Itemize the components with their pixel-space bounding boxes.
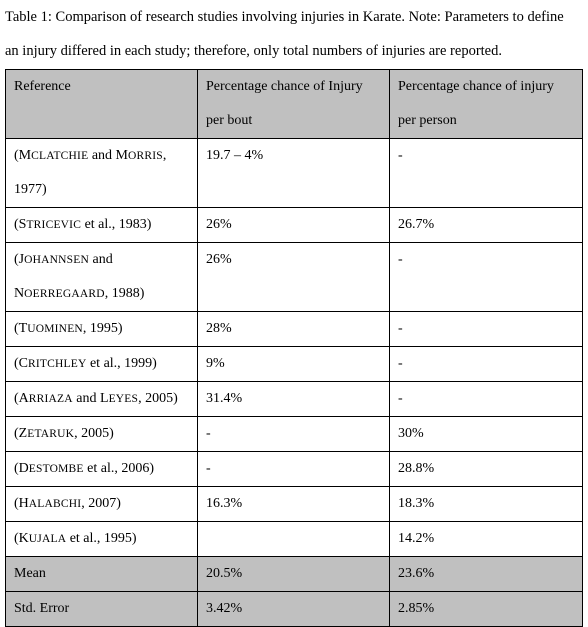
reference-text-part: , 2005) — [74, 426, 114, 441]
reference-text-part: RITCHLEY — [28, 358, 87, 370]
per-person-cell: 26.7% — [390, 208, 583, 243]
reference-text-part: ORRIS — [127, 150, 163, 162]
reference-text-part: (A — [14, 391, 29, 406]
per-person-cell: - — [390, 139, 583, 208]
per-bout-cell: 19.7 – 4% — [198, 139, 390, 208]
table-row — [6, 417, 583, 452]
reference-text-part: , 2005) — [138, 391, 178, 406]
reference-text-part: TRICEVIC — [26, 219, 82, 231]
table-row — [6, 487, 583, 522]
header-per-person: Percentage chance of injury per person — [390, 70, 583, 139]
per-person-cell: 30% — [390, 417, 583, 452]
reference-cell — [6, 347, 198, 382]
summary-person-cell: 23.6% — [390, 557, 583, 592]
per-bout-cell: 26% — [198, 243, 390, 312]
reference-text-part: ETARUK — [27, 428, 75, 440]
per-person-cell: 14.2% — [390, 522, 583, 557]
table-row — [6, 312, 583, 347]
reference-text-part: (T — [14, 321, 28, 336]
reference-text-part: OHANNSEN — [24, 254, 89, 266]
reference-text-part: (S — [14, 217, 27, 232]
reference-cell — [6, 522, 198, 557]
table-caption — [5, 0, 585, 68]
reference-text-part: (D — [14, 461, 29, 476]
reference-cell — [6, 243, 198, 312]
reference-text-part: (Z — [14, 426, 28, 441]
table-row — [6, 243, 583, 312]
reference-cell — [6, 312, 198, 347]
reference-text-part: (K — [14, 531, 29, 546]
per-bout-cell: 28% — [198, 312, 390, 347]
summary-bout-cell: 20.5% — [198, 557, 390, 592]
std-error-row — [6, 592, 583, 627]
per-bout-cell: 31.4% — [198, 382, 390, 417]
injury-table — [5, 69, 583, 627]
table-row — [6, 347, 583, 382]
reference-text-part: CLATCHIE — [31, 150, 89, 162]
reference-text-part: et al., 1999) — [86, 356, 157, 371]
per-bout-cell: 26% — [198, 208, 390, 243]
reference-text-part: RRIAZA — [28, 393, 73, 405]
reference-cell — [6, 487, 198, 522]
reference-text-part: (M — [14, 148, 32, 163]
table-row — [6, 208, 583, 243]
reference-cell — [6, 139, 198, 208]
reference-text-part: ALABCHI — [28, 498, 82, 510]
reference-text-part: EYES — [108, 393, 139, 405]
reference-text-part: OERREGAARD — [24, 288, 105, 300]
summary-bout-cell: 3.42% — [198, 592, 390, 627]
reference-text-part: (H — [14, 496, 29, 511]
reference-text-part: , 1988) — [104, 286, 145, 301]
per-person-cell: - — [390, 312, 583, 347]
reference-text-part: , 1977) — [14, 148, 167, 197]
per-bout-cell: - — [198, 452, 390, 487]
per-bout-cell: - — [198, 417, 390, 452]
per-person-cell: 18.3% — [390, 487, 583, 522]
table-row — [6, 139, 583, 208]
reference-text-part: ESTOMBE — [28, 463, 84, 475]
reference-text-part: and N — [14, 252, 113, 301]
per-person-cell: - — [390, 347, 583, 382]
per-person-cell: - — [390, 243, 583, 312]
reference-text-part: , 1995) — [82, 321, 123, 336]
per-person-cell: 28.8% — [390, 452, 583, 487]
caption-line-2: an injury differed in each study; therefore, only total numbers of injuries are reported. — [5, 43, 502, 59]
per-bout-cell — [198, 522, 390, 557]
mean-row — [6, 557, 583, 592]
header-reference: Reference — [6, 70, 198, 139]
reference-text-part: et al., 2006) — [83, 461, 155, 476]
per-bout-cell: 9% — [198, 347, 390, 382]
reference-text-part: (J — [14, 252, 25, 267]
reference-text-part: UJALA — [28, 533, 67, 545]
header-per-bout: Percentage chance of Injury per bout — [198, 70, 390, 139]
reference-text-part: , 2007) — [81, 496, 121, 511]
reference-text-part: and M — [88, 148, 128, 163]
caption-line-1: Table 1: Comparison of research studies involving injuries in Karate. Note: Parameters to define — [5, 9, 564, 25]
reference-cell — [6, 208, 198, 243]
reference-cell — [6, 452, 198, 487]
per-person-cell: - — [390, 382, 583, 417]
table-row — [6, 452, 583, 487]
reference-cell — [6, 382, 198, 417]
reference-text-part: et al., 1983) — [81, 217, 152, 232]
reference-cell — [6, 417, 198, 452]
reference-text-part: UOMINEN — [27, 323, 83, 335]
summary-label-cell: Std. Error — [6, 592, 198, 627]
summary-person-cell: 2.85% — [390, 592, 583, 627]
reference-text-part: (C — [14, 356, 28, 371]
table-row — [6, 382, 583, 417]
summary-label-cell: Mean — [6, 557, 198, 592]
reference-text-part: and L — [72, 391, 109, 406]
table-header-row — [6, 70, 583, 139]
per-bout-cell: 16.3% — [198, 487, 390, 522]
reference-text-part: et al., 1995) — [66, 531, 137, 546]
table-row — [6, 522, 583, 557]
